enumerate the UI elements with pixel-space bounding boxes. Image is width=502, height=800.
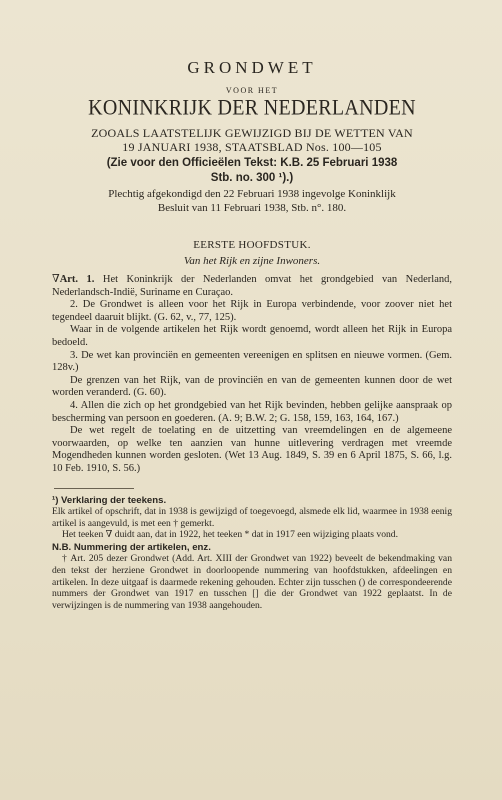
amended-line-1: ZOOALS LAATSTELIJK GEWIJZIGD BIJ DE WETTEN VAN: [91, 126, 413, 140]
chapter-heading: EERSTE HOOFDSTUK.: [193, 239, 311, 251]
chapter-subheading: Van het Rijk en zijne Inwoners.: [183, 255, 321, 267]
article-1-label: Art. 1.: [59, 274, 95, 285]
articles-body: [52, 273, 452, 476]
article-2: 2. De Grondwet is alleen voor het Rijk in Europa verbindende, voor zoover niet het tegendeel daaruit blijkt. (G. 62, v., 77, 125).: [52, 299, 452, 323]
footnote-heading-numbering: N.B. Nummering der artikelen, enz.: [52, 541, 211, 553]
triangle-mark-icon: ∇: [52, 273, 60, 285]
proclamation-line-1: Plechtig afgekondigd den 22 Februari 1938 ingevolge Koninklijk: [108, 188, 396, 200]
document-title: GRONDWET: [187, 58, 317, 77]
footnote-paragraph-3: † Art. 205 dezer Grondwet (Add. Art. XIII der Grondwet van 1922) beveelt de bekendmaking van den tekst der herziene Grondwet in doorloopende nummering van hoofdstukken, afdeelingen en artikelen. In deze uitgaaf is daarmede rekening gehouden. Echter zijn tusschen () de correspondeerende nummers der Grondwet van 1917 en tusschen [] die der Grondwet van 1922 geplaatst. In de verwijzingen is de nummering van 1938 aangehouden.: [52, 553, 452, 611]
official-text-line-2: Stb. no. 300 ¹).): [210, 172, 294, 184]
article-1: [52, 273, 452, 299]
article-2-paragraph-2: Waar in de volgende artikelen het Rijk wordt genoemd, wordt alleen het Rijk in Europa bedoeld.: [52, 324, 452, 348]
footnote-separator: [54, 488, 134, 489]
article-4: 4. Allen die zich op het grondgebied van het Rijk bevinden, hebben gelijke aanspraak op bescherming van persoon en goederen. (A. 9; B.W. 2; G. 158, 159, 163, 164, 167.): [52, 399, 452, 424]
proclamation-line-2: Besluit van 11 Februari 1938, Stb. n°. 180.: [157, 202, 347, 214]
footnotes: [52, 495, 452, 612]
official-text-line-1: (Zie voor den Officieëlen Tekst: K.B. 25 Februari 1938: [106, 157, 398, 169]
footnote-paragraph-1: Elk artikel of opschrift, dat in 1938 is gewijzigd of toegevoegd, alsmede elk lid, waarmee in 1938 eenig artikel is aangevuld, is met een † gemerkt.: [52, 506, 452, 529]
article-4-paragraph-2: De wet regelt de toelating en de uitzetting van vreemdelingen en de algemeene voorwaarden, op welke ten aanzien van hunne uitlevering verdragen met vreemde Mogendheden kunnen worden gesloten. (Wet 13 Aug. 1849, S. 39 en 6 April 1875, S. 66, l.g. 10 Feb. 1910, S. 56.): [52, 425, 452, 474]
article-3-paragraph-2: De grenzen van het Rijk, van de provinciën en van de gemeenten kunnen door de wet worden veranderd. (G. 60).: [52, 374, 452, 399]
footnote-heading-signs: ¹) Verklaring der teekens.: [52, 494, 167, 506]
kingdom-heading: KONINKRIJK DER NEDERLANDEN: [88, 95, 416, 121]
article-3: 3. De wet kan provinciën en gemeenten vereenigen en splitsen en nieuwe vormen. (Gem. 128v.): [52, 349, 452, 374]
footnote-paragraph-2: Het teeken ∇ duidt aan, dat in 1922, het teeken * dat in 1917 een wijziging plaats vond.: [62, 529, 398, 541]
amended-line-2: 19 JANUARI 1938, STAATSBLAD Nos. 100—105: [122, 140, 382, 154]
article-1-text: Het Koninkrijk der Nederlanden omvat het grondgebied van Nederland, Nederlandsch-Indië, Suriname en Curaçao.: [52, 274, 452, 298]
voor-het-line: VOOR HET: [225, 86, 279, 95]
